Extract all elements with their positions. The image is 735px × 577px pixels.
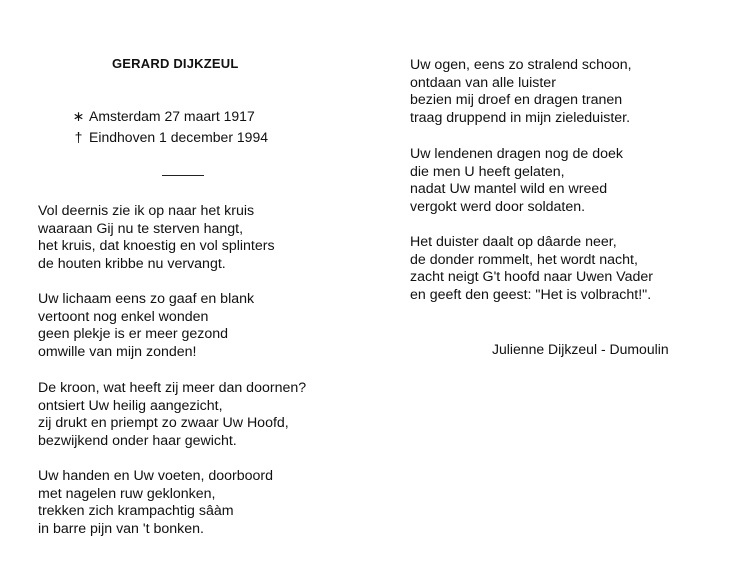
deceased-name: GERARD DIJKZEUL bbox=[112, 56, 239, 71]
death-line bbox=[72, 127, 268, 148]
poem-line: en geeft den geest: "Het is volbracht!". bbox=[410, 286, 652, 303]
poem-line: Uw lendenen dragen nog de doek bbox=[410, 146, 623, 162]
poem-line: Uw lichaam eens zo gaaf en blank bbox=[38, 291, 255, 307]
poem-line: Vol deernis zie ik op naar het kruis bbox=[38, 203, 255, 219]
death-text: Eindhoven 1 december 1994 bbox=[89, 129, 269, 145]
poem-line: met nagelen ruw geklonken, bbox=[38, 485, 216, 502]
poem-line: zacht neigt G't hoofd naar Uwen Vader bbox=[410, 269, 653, 286]
poem-line: De kroon, wat heeft zij meer dan doornen? bbox=[38, 380, 307, 396]
poem-line: traag druppend in mijn zieleduister. bbox=[410, 109, 631, 126]
signature: Julienne Dijkzeul - Dumoulin bbox=[492, 341, 669, 357]
poem-line: trekken zich krampachtig sâàm bbox=[38, 503, 234, 520]
stanza bbox=[410, 146, 623, 216]
poem-line: de donder rommelt, het wordt nacht, bbox=[410, 251, 638, 268]
death-cross-icon: † bbox=[74, 129, 83, 145]
poem-line: het kruis, dat knoestig en vol splinters bbox=[38, 238, 275, 255]
life-dates bbox=[72, 106, 268, 148]
poem-line: in barre pijn van 't bonken. bbox=[38, 520, 204, 537]
poem-line: Uw handen en Uw voeten, doorboord bbox=[38, 468, 274, 484]
poem-line: zij drukt en priempt zo zwaar Uw Hoofd, bbox=[38, 415, 289, 432]
stanza bbox=[410, 234, 653, 304]
stanza bbox=[410, 57, 632, 127]
stanza bbox=[38, 291, 254, 361]
poem-line: ontdaan van alle luister bbox=[410, 74, 556, 91]
poem-line: Het duister daalt op dâarde neer, bbox=[410, 234, 617, 250]
poem-line: ontsiert Uw heilig aangezicht, bbox=[38, 397, 223, 414]
poem-line: omwille van mijn zonden! bbox=[38, 343, 197, 360]
divider bbox=[162, 175, 204, 176]
poem-line: vertoont nog enkel wonden bbox=[38, 308, 209, 325]
birth-line bbox=[72, 106, 268, 127]
poem-line: nadat Uw mantel wild en wreed bbox=[410, 181, 608, 198]
poem-line: geen plekje is er meer gezond bbox=[38, 326, 229, 343]
stanza bbox=[38, 380, 306, 450]
birth-star-icon: ∗ bbox=[72, 108, 85, 124]
poem-line: bezwijkend onder haar gewicht. bbox=[38, 432, 237, 449]
poem-line: de houten kribbe nu vervangt. bbox=[38, 255, 226, 272]
poem-line: waaraan Gij nu te sterven hangt, bbox=[38, 220, 244, 237]
poem-line: die men U heeft gelaten, bbox=[410, 163, 565, 180]
poem-line: vergokt werd door soldaten. bbox=[410, 198, 586, 215]
birth-text: Amsterdam 27 maart 1917 bbox=[89, 108, 255, 124]
poem-line: bezien mij droef en dragen tranen bbox=[410, 92, 623, 109]
stanza bbox=[38, 468, 273, 538]
stanza bbox=[38, 203, 275, 273]
poem-line: Uw ogen, eens zo stralend schoon, bbox=[410, 57, 632, 73]
